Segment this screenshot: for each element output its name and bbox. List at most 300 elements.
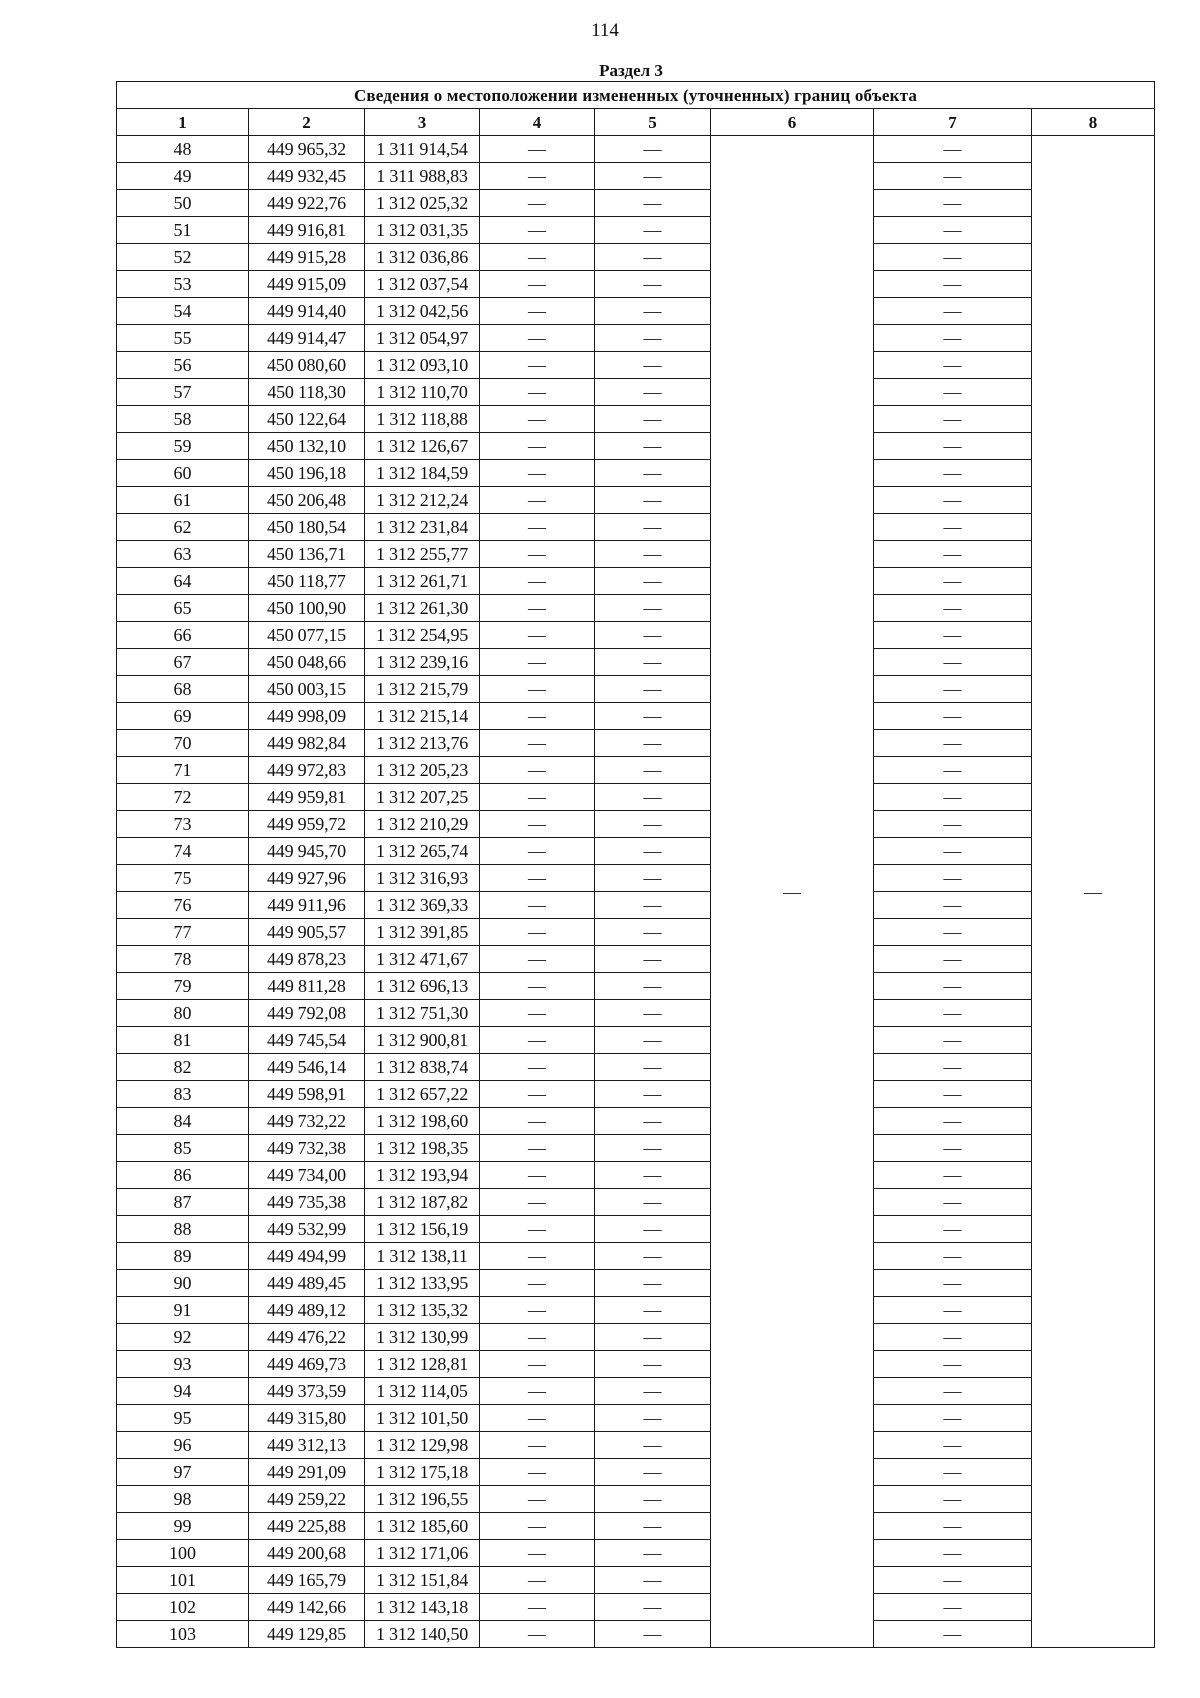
y-coordinate-cell: 1 312 254,95	[365, 622, 480, 649]
column-5-dash-cell: —	[595, 1594, 711, 1621]
x-coordinate-cell: 449 476,22	[249, 1324, 365, 1351]
column-5-dash-cell: —	[595, 163, 711, 190]
column-7-dash-cell: —	[874, 1135, 1032, 1162]
point-number-cell: 70	[117, 730, 249, 757]
table-row	[117, 919, 1155, 946]
column-7-dash-cell: —	[874, 1189, 1032, 1216]
x-coordinate-cell: 450 118,77	[249, 568, 365, 595]
x-coordinate-cell: 449 494,99	[249, 1243, 365, 1270]
column-7-dash-cell: —	[874, 514, 1032, 541]
y-coordinate-cell: 1 312 215,14	[365, 703, 480, 730]
table-row	[117, 1000, 1155, 1027]
column-7-dash-cell: —	[874, 1027, 1032, 1054]
column-7-dash-cell: —	[874, 1378, 1032, 1405]
table-row	[117, 865, 1155, 892]
column-7-dash-cell: —	[874, 1594, 1032, 1621]
table-row	[117, 892, 1155, 919]
table-row	[117, 460, 1155, 487]
column-5-dash-cell: —	[595, 244, 711, 271]
y-coordinate-cell: 1 312 261,71	[365, 568, 480, 595]
column-5-dash-cell: —	[595, 811, 711, 838]
column-header: 1	[117, 109, 249, 136]
table-row	[117, 325, 1155, 352]
point-number-cell: 78	[117, 946, 249, 973]
x-coordinate-cell: 449 915,28	[249, 244, 365, 271]
point-number-cell: 67	[117, 649, 249, 676]
column-5-dash-cell: —	[595, 1621, 711, 1648]
x-coordinate-cell: 449 927,96	[249, 865, 365, 892]
column-header: 2	[249, 109, 365, 136]
column-7-dash-cell: —	[874, 622, 1032, 649]
y-coordinate-cell: 1 312 207,25	[365, 784, 480, 811]
x-coordinate-cell: 449 546,14	[249, 1054, 365, 1081]
table-row	[117, 1432, 1155, 1459]
column-7-dash-cell: —	[874, 757, 1032, 784]
boundary-coordinates-table	[116, 81, 1155, 1648]
column-5-dash-cell: —	[595, 676, 711, 703]
table-row	[117, 595, 1155, 622]
y-coordinate-cell: 1 312 151,84	[365, 1567, 480, 1594]
table-row	[117, 730, 1155, 757]
point-number-cell: 50	[117, 190, 249, 217]
point-number-cell: 71	[117, 757, 249, 784]
point-number-cell: 79	[117, 973, 249, 1000]
column-7-dash-cell: —	[874, 838, 1032, 865]
column-7-dash-cell: —	[874, 946, 1032, 973]
column-4-dash-cell: —	[480, 1324, 595, 1351]
column-5-dash-cell: —	[595, 1486, 711, 1513]
column-4-dash-cell: —	[480, 1000, 595, 1027]
point-number-cell: 102	[117, 1594, 249, 1621]
table-body	[117, 136, 1155, 1648]
y-coordinate-cell: 1 312 126,67	[365, 433, 480, 460]
point-number-cell: 75	[117, 865, 249, 892]
column-4-dash-cell: —	[480, 244, 595, 271]
x-coordinate-cell: 450 077,15	[249, 622, 365, 649]
column-5-dash-cell: —	[595, 298, 711, 325]
point-number-cell: 63	[117, 541, 249, 568]
column-4-dash-cell: —	[480, 190, 595, 217]
table-row	[117, 784, 1155, 811]
table-row	[117, 1324, 1155, 1351]
x-coordinate-cell: 449 489,12	[249, 1297, 365, 1324]
y-coordinate-cell: 1 312 213,76	[365, 730, 480, 757]
x-coordinate-cell: 449 598,91	[249, 1081, 365, 1108]
point-number-cell: 73	[117, 811, 249, 838]
column-header-row	[117, 109, 1155, 136]
column-4-dash-cell: —	[480, 1486, 595, 1513]
table-row	[117, 946, 1155, 973]
column-7-dash-cell: —	[874, 433, 1032, 460]
column-header: 8	[1032, 109, 1155, 136]
point-number-cell: 96	[117, 1432, 249, 1459]
point-number-cell: 94	[117, 1378, 249, 1405]
x-coordinate-cell: 449 373,59	[249, 1378, 365, 1405]
column-4-dash-cell: —	[480, 784, 595, 811]
column-5-dash-cell: —	[595, 1459, 711, 1486]
column-7-dash-cell: —	[874, 190, 1032, 217]
y-coordinate-cell: 1 312 239,16	[365, 649, 480, 676]
column-7-dash-cell: —	[874, 784, 1032, 811]
y-coordinate-cell: 1 312 101,50	[365, 1405, 480, 1432]
y-coordinate-cell: 1 311 988,83	[365, 163, 480, 190]
column-4-dash-cell: —	[480, 703, 595, 730]
column-4-dash-cell: —	[480, 595, 595, 622]
column-5-dash-cell: —	[595, 838, 711, 865]
column-7-dash-cell: —	[874, 1486, 1032, 1513]
column-7-dash-cell: —	[874, 541, 1032, 568]
y-coordinate-cell: 1 312 140,50	[365, 1621, 480, 1648]
column-4-dash-cell: —	[480, 811, 595, 838]
x-coordinate-cell: 450 118,30	[249, 379, 365, 406]
x-coordinate-cell: 449 142,66	[249, 1594, 365, 1621]
column-4-dash-cell: —	[480, 1567, 595, 1594]
point-number-cell: 66	[117, 622, 249, 649]
point-number-cell: 61	[117, 487, 249, 514]
column-7-dash-cell: —	[874, 892, 1032, 919]
table-row	[117, 1378, 1155, 1405]
column-5-dash-cell: —	[595, 649, 711, 676]
point-number-cell: 68	[117, 676, 249, 703]
x-coordinate-cell: 449 911,96	[249, 892, 365, 919]
column-7-dash-cell: —	[874, 1324, 1032, 1351]
column-4-dash-cell: —	[480, 1297, 595, 1324]
x-coordinate-cell: 449 914,47	[249, 325, 365, 352]
x-coordinate-cell: 449 469,73	[249, 1351, 365, 1378]
x-coordinate-cell: 449 811,28	[249, 973, 365, 1000]
column-7-dash-cell: —	[874, 163, 1032, 190]
column-header: 7	[874, 109, 1032, 136]
column-5-dash-cell: —	[595, 595, 711, 622]
y-coordinate-cell: 1 312 657,22	[365, 1081, 480, 1108]
point-number-cell: 90	[117, 1270, 249, 1297]
y-coordinate-cell: 1 312 093,10	[365, 352, 480, 379]
y-coordinate-cell: 1 312 054,97	[365, 325, 480, 352]
point-number-cell: 65	[117, 595, 249, 622]
table-row	[117, 352, 1155, 379]
table-row	[117, 973, 1155, 1000]
point-number-cell: 72	[117, 784, 249, 811]
table-row	[117, 406, 1155, 433]
y-coordinate-cell: 1 312 900,81	[365, 1027, 480, 1054]
column-header: 6	[711, 109, 874, 136]
y-coordinate-cell: 1 312 036,86	[365, 244, 480, 271]
column-5-dash-cell: —	[595, 1054, 711, 1081]
column-7-dash-cell: —	[874, 379, 1032, 406]
point-number-cell: 88	[117, 1216, 249, 1243]
point-number-cell: 49	[117, 163, 249, 190]
column-header: 4	[480, 109, 595, 136]
point-number-cell: 64	[117, 568, 249, 595]
column-5-dash-cell: —	[595, 865, 711, 892]
column-7-dash-cell: —	[874, 973, 1032, 1000]
point-number-cell: 103	[117, 1621, 249, 1648]
y-coordinate-cell: 1 312 114,05	[365, 1378, 480, 1405]
column-4-dash-cell: —	[480, 433, 595, 460]
point-number-cell: 57	[117, 379, 249, 406]
column-5-dash-cell: —	[595, 730, 711, 757]
column-4-dash-cell: —	[480, 379, 595, 406]
y-coordinate-cell: 1 312 031,35	[365, 217, 480, 244]
column-7-dash-cell: —	[874, 1162, 1032, 1189]
x-coordinate-cell: 449 965,32	[249, 136, 365, 163]
y-coordinate-cell: 1 312 133,95	[365, 1270, 480, 1297]
x-coordinate-cell: 450 206,48	[249, 487, 365, 514]
column-4-dash-cell: —	[480, 406, 595, 433]
x-coordinate-cell: 449 200,68	[249, 1540, 365, 1567]
column-7-dash-cell: —	[874, 1216, 1032, 1243]
column-5-dash-cell: —	[595, 1189, 711, 1216]
point-number-cell: 80	[117, 1000, 249, 1027]
x-coordinate-cell: 449 922,76	[249, 190, 365, 217]
point-number-cell: 82	[117, 1054, 249, 1081]
x-coordinate-cell: 449 312,13	[249, 1432, 365, 1459]
column-5-dash-cell: —	[595, 1513, 711, 1540]
column-7-dash-cell: —	[874, 1351, 1032, 1378]
x-coordinate-cell: 449 732,22	[249, 1108, 365, 1135]
column-4-dash-cell: —	[480, 1162, 595, 1189]
column-5-dash-cell: —	[595, 1540, 711, 1567]
column-4-dash-cell: —	[480, 541, 595, 568]
column-5-dash-cell: —	[595, 460, 711, 487]
point-number-cell: 81	[117, 1027, 249, 1054]
point-number-cell: 91	[117, 1297, 249, 1324]
column-5-dash-cell: —	[595, 1297, 711, 1324]
table-row	[117, 1162, 1155, 1189]
table-row	[117, 838, 1155, 865]
y-coordinate-cell: 1 312 156,19	[365, 1216, 480, 1243]
point-number-cell: 48	[117, 136, 249, 163]
column-5-dash-cell: —	[595, 784, 711, 811]
column-4-dash-cell: —	[480, 1054, 595, 1081]
point-number-cell: 54	[117, 298, 249, 325]
x-coordinate-cell: 449 932,45	[249, 163, 365, 190]
column-7-dash-cell: —	[874, 919, 1032, 946]
x-coordinate-cell: 450 122,64	[249, 406, 365, 433]
x-coordinate-cell: 449 792,08	[249, 1000, 365, 1027]
table-row	[117, 1027, 1155, 1054]
column-4-dash-cell: —	[480, 730, 595, 757]
x-coordinate-cell: 449 225,88	[249, 1513, 365, 1540]
column-5-dash-cell: —	[595, 1027, 711, 1054]
point-number-cell: 86	[117, 1162, 249, 1189]
table-row	[117, 163, 1155, 190]
y-coordinate-cell: 1 312 369,33	[365, 892, 480, 919]
column-5-dash-cell: —	[595, 1567, 711, 1594]
y-coordinate-cell: 1 312 215,79	[365, 676, 480, 703]
y-coordinate-cell: 1 312 696,13	[365, 973, 480, 1000]
column-5-dash-cell: —	[595, 757, 711, 784]
x-coordinate-cell: 450 100,90	[249, 595, 365, 622]
x-coordinate-cell: 449 129,85	[249, 1621, 365, 1648]
column-4-dash-cell: —	[480, 1513, 595, 1540]
point-number-cell: 60	[117, 460, 249, 487]
y-coordinate-cell: 1 312 025,32	[365, 190, 480, 217]
column-7-dash-cell: —	[874, 1513, 1032, 1540]
column-5-dash-cell: —	[595, 433, 711, 460]
column-7-dash-cell: —	[874, 1243, 1032, 1270]
table-row	[117, 1243, 1155, 1270]
section-title: Раздел 3	[599, 61, 663, 80]
point-number-cell: 58	[117, 406, 249, 433]
y-coordinate-cell: 1 312 110,70	[365, 379, 480, 406]
y-coordinate-cell: 1 312 212,24	[365, 487, 480, 514]
point-number-cell: 62	[117, 514, 249, 541]
column-7-dash-cell: —	[874, 1432, 1032, 1459]
point-number-cell: 101	[117, 1567, 249, 1594]
column-5-dash-cell: —	[595, 1270, 711, 1297]
column-4-dash-cell: —	[480, 1243, 595, 1270]
column-7-dash-cell: —	[874, 1270, 1032, 1297]
y-coordinate-cell: 1 312 205,23	[365, 757, 480, 784]
column-5-dash-cell: —	[595, 703, 711, 730]
column-5-dash-cell: —	[595, 946, 711, 973]
column-7-dash-cell: —	[874, 1405, 1032, 1432]
column-7-dash-cell: —	[874, 217, 1032, 244]
column-7-dash-cell: —	[874, 271, 1032, 298]
x-coordinate-cell: 449 532,99	[249, 1216, 365, 1243]
column-6-merged-dash-cell: —	[711, 136, 874, 1648]
column-4-dash-cell: —	[480, 622, 595, 649]
y-coordinate-cell: 1 312 261,30	[365, 595, 480, 622]
x-coordinate-cell: 449 489,45	[249, 1270, 365, 1297]
column-5-dash-cell: —	[595, 1432, 711, 1459]
y-coordinate-cell: 1 312 265,74	[365, 838, 480, 865]
column-5-dash-cell: —	[595, 1243, 711, 1270]
y-coordinate-cell: 1 312 187,82	[365, 1189, 480, 1216]
table-row	[117, 1297, 1155, 1324]
x-coordinate-cell: 449 745,54	[249, 1027, 365, 1054]
y-coordinate-cell: 1 312 130,99	[365, 1324, 480, 1351]
y-coordinate-cell: 1 312 138,11	[365, 1243, 480, 1270]
x-coordinate-cell: 449 165,79	[249, 1567, 365, 1594]
point-number-cell: 69	[117, 703, 249, 730]
table-row	[117, 1054, 1155, 1081]
table-row	[117, 757, 1155, 784]
column-7-dash-cell: —	[874, 1567, 1032, 1594]
x-coordinate-cell: 449 982,84	[249, 730, 365, 757]
column-7-dash-cell: —	[874, 811, 1032, 838]
table-row	[117, 1189, 1155, 1216]
y-coordinate-cell: 1 312 135,32	[365, 1297, 480, 1324]
point-number-cell: 93	[117, 1351, 249, 1378]
column-4-dash-cell: —	[480, 163, 595, 190]
column-5-dash-cell: —	[595, 1216, 711, 1243]
x-coordinate-cell: 449 734,00	[249, 1162, 365, 1189]
y-coordinate-cell: 1 312 171,06	[365, 1540, 480, 1567]
column-4-dash-cell: —	[480, 1378, 595, 1405]
column-5-dash-cell: —	[595, 1324, 711, 1351]
y-coordinate-cell: 1 312 128,81	[365, 1351, 480, 1378]
y-coordinate-cell: 1 312 042,56	[365, 298, 480, 325]
point-number-cell: 89	[117, 1243, 249, 1270]
x-coordinate-cell: 450 132,10	[249, 433, 365, 460]
column-5-dash-cell: —	[595, 1000, 711, 1027]
y-coordinate-cell: 1 312 143,18	[365, 1594, 480, 1621]
x-coordinate-cell: 450 003,15	[249, 676, 365, 703]
y-coordinate-cell: 1 312 198,60	[365, 1108, 480, 1135]
column-7-dash-cell: —	[874, 1540, 1032, 1567]
column-7-dash-cell: —	[874, 1297, 1032, 1324]
table-row	[117, 379, 1155, 406]
point-number-cell: 87	[117, 1189, 249, 1216]
column-5-dash-cell: —	[595, 1108, 711, 1135]
column-4-dash-cell: —	[480, 946, 595, 973]
column-5-dash-cell: —	[595, 487, 711, 514]
x-coordinate-cell: 449 972,83	[249, 757, 365, 784]
x-coordinate-cell: 450 136,71	[249, 541, 365, 568]
table-caption: Сведения о местоположении измененных (уточненных) границ объекта	[117, 82, 1155, 109]
column-4-dash-cell: —	[480, 460, 595, 487]
column-5-dash-cell: —	[595, 190, 711, 217]
column-7-dash-cell: —	[874, 352, 1032, 379]
x-coordinate-cell: 449 259,22	[249, 1486, 365, 1513]
column-5-dash-cell: —	[595, 1405, 711, 1432]
column-5-dash-cell: —	[595, 325, 711, 352]
y-coordinate-cell: 1 312 231,84	[365, 514, 480, 541]
column-header: 5	[595, 109, 711, 136]
table-row	[117, 649, 1155, 676]
point-number-cell: 95	[117, 1405, 249, 1432]
column-4-dash-cell: —	[480, 838, 595, 865]
y-coordinate-cell: 1 312 751,30	[365, 1000, 480, 1027]
table-row	[117, 1486, 1155, 1513]
table-row	[117, 541, 1155, 568]
point-number-cell: 74	[117, 838, 249, 865]
column-5-dash-cell: —	[595, 271, 711, 298]
column-4-dash-cell: —	[480, 1594, 595, 1621]
point-number-cell: 92	[117, 1324, 249, 1351]
table-row	[117, 244, 1155, 271]
y-coordinate-cell: 1 312 255,77	[365, 541, 480, 568]
point-number-cell: 83	[117, 1081, 249, 1108]
table-row	[117, 1081, 1155, 1108]
y-coordinate-cell: 1 312 198,35	[365, 1135, 480, 1162]
x-coordinate-cell: 449 998,09	[249, 703, 365, 730]
column-5-dash-cell: —	[595, 1378, 711, 1405]
column-4-dash-cell: —	[480, 1081, 595, 1108]
point-number-cell: 98	[117, 1486, 249, 1513]
column-5-dash-cell: —	[595, 379, 711, 406]
y-coordinate-cell: 1 311 914,54	[365, 136, 480, 163]
column-4-dash-cell: —	[480, 352, 595, 379]
column-4-dash-cell: —	[480, 1216, 595, 1243]
x-coordinate-cell: 450 196,18	[249, 460, 365, 487]
x-coordinate-cell: 449 915,09	[249, 271, 365, 298]
column-7-dash-cell: —	[874, 676, 1032, 703]
point-number-cell: 55	[117, 325, 249, 352]
y-coordinate-cell: 1 312 184,59	[365, 460, 480, 487]
table-row	[117, 1513, 1155, 1540]
x-coordinate-cell: 449 878,23	[249, 946, 365, 973]
x-coordinate-cell: 449 916,81	[249, 217, 365, 244]
column-7-dash-cell: —	[874, 460, 1032, 487]
table-row	[117, 622, 1155, 649]
x-coordinate-cell: 450 180,54	[249, 514, 365, 541]
column-5-dash-cell: —	[595, 973, 711, 1000]
table-row	[117, 1351, 1155, 1378]
table-row	[117, 1108, 1155, 1135]
point-number-cell: 76	[117, 892, 249, 919]
column-4-dash-cell: —	[480, 487, 595, 514]
column-5-dash-cell: —	[595, 136, 711, 163]
column-7-dash-cell: —	[874, 136, 1032, 163]
y-coordinate-cell: 1 312 118,88	[365, 406, 480, 433]
table-row	[117, 1567, 1155, 1594]
point-number-cell: 85	[117, 1135, 249, 1162]
column-5-dash-cell: —	[595, 622, 711, 649]
table-row	[117, 1405, 1155, 1432]
